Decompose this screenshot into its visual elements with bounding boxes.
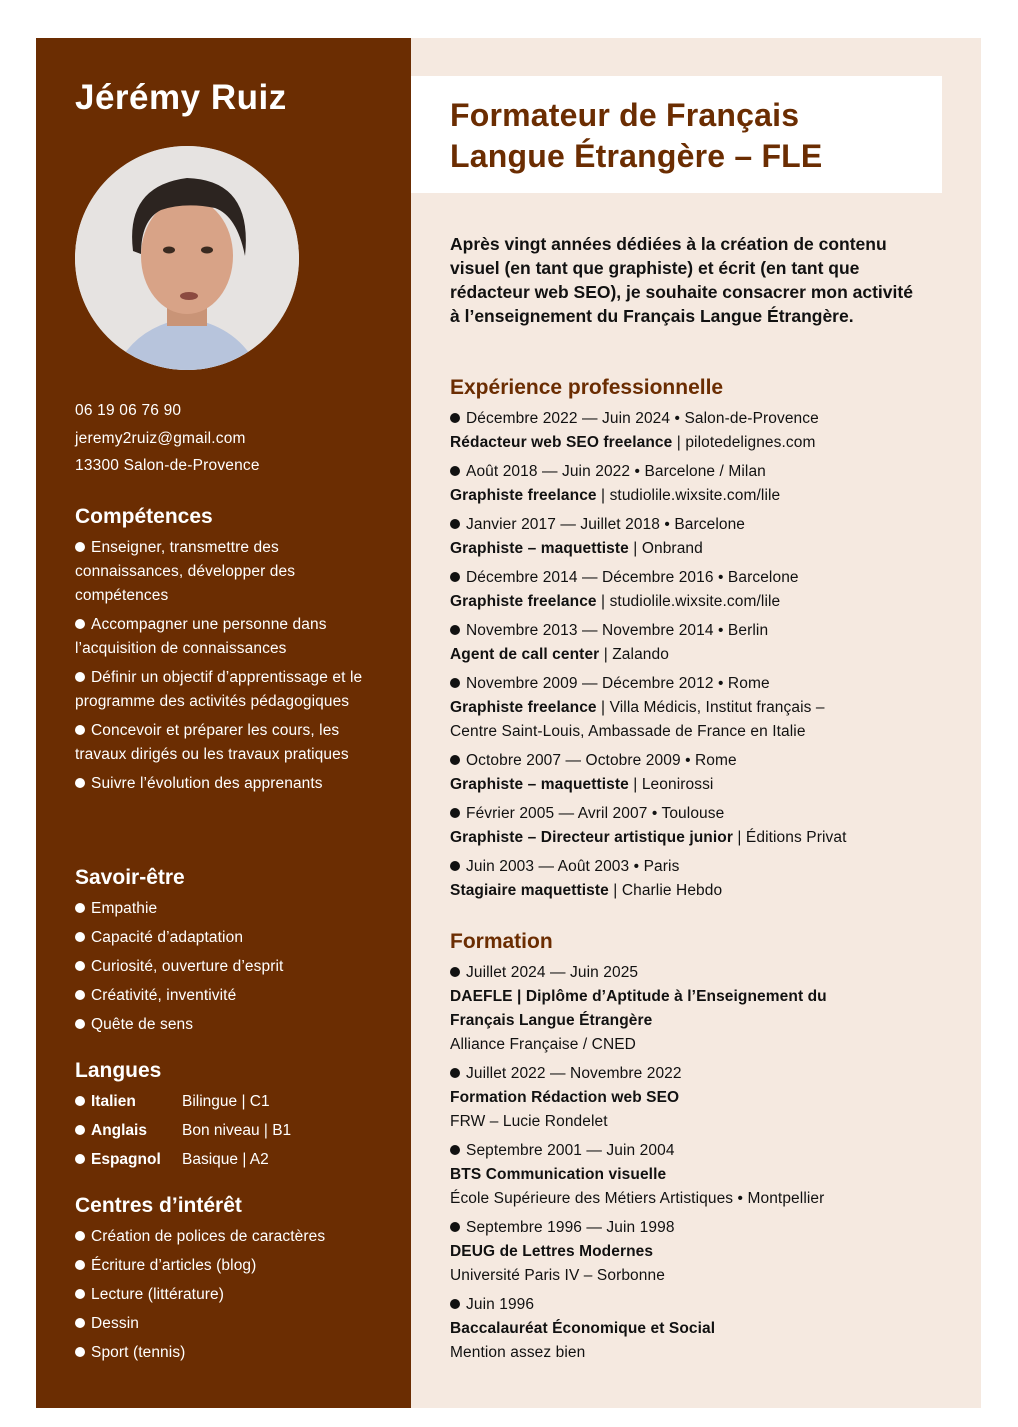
bullet-icon [450, 466, 460, 476]
language-row [75, 1148, 375, 1172]
list-item: Définir un objectif d’apprentissage et le programme des activités pédagogiques [75, 669, 363, 710]
bullet-icon [450, 755, 460, 765]
formation-entry: Septembre 2001 — Juin 2004 BTS Communication visuelle École Supérieure des Métiers Artistiques • Montpellier [450, 1142, 825, 1207]
bullet-icon [450, 1145, 460, 1155]
savoir-etre-heading: Savoir-être [75, 866, 185, 889]
bullet-icon [450, 413, 460, 423]
experience-entry: Août 2018 — Juin 2022 • Barcelone / Milan Graphiste freelance | studiolile.wixsite.com/lile [450, 463, 781, 504]
bullet-icon [75, 619, 85, 629]
list-item: Enseigner, transmettre des connaissances, développer des compétences [75, 539, 296, 604]
list-item: Création de polices de caractères [75, 1225, 375, 1249]
bullet-icon [450, 1222, 460, 1232]
bullet-icon [450, 808, 460, 818]
bullet-icon [75, 1318, 85, 1328]
list-item: Empathie [75, 897, 375, 921]
bullet-icon [450, 572, 460, 582]
bullet-icon [75, 1347, 85, 1357]
formation-section [450, 929, 960, 1370]
intro-paragraph: Après vingt années dédiées à la création de contenu visuel (en tant que graphiste) et écrit (en tant que rédacteur web SEO), je souhaite consacrer mon activité à l’enseignement du Français Langue Étrangère. [450, 234, 913, 326]
bullet-icon [75, 778, 85, 788]
language-name: Espagnol [91, 1151, 161, 1168]
list-item: Accompagner une personne dans l’acquisition de connaissances [75, 616, 327, 657]
list-item: Lecture (littérature) [75, 1283, 375, 1307]
main-content [411, 38, 981, 1408]
experience-entry: Janvier 2017 — Juillet 2018 • Barcelone Graphiste – maquettiste | Onbrand [450, 516, 746, 557]
list-item: Dessin [75, 1312, 375, 1336]
langues-section [75, 1058, 375, 1177]
bullet-icon [75, 1125, 85, 1135]
bullet-icon [450, 519, 460, 529]
bullet-icon [450, 625, 460, 635]
competences-heading: Compétences [75, 505, 213, 528]
savoir-etre-section [75, 865, 375, 1042]
formation-entry: Juin 1996 Baccalauréat Économique et Social Mention assez bien [450, 1296, 716, 1361]
job-title: Formateur de Français Langue Étrangère – FLE [450, 97, 823, 174]
interets-section [75, 1193, 375, 1370]
language-level: Bilingue | C1 [182, 1093, 270, 1110]
interets-heading: Centres d’intérêt [75, 1194, 242, 1217]
experience-entry: Décembre 2014 — Décembre 2016 • Barcelone Graphiste freelance | studiolile.wixsite.com/lile [450, 569, 799, 610]
bullet-icon [75, 903, 85, 913]
language-level: Basique | A2 [182, 1151, 269, 1168]
bullet-icon [450, 1299, 460, 1309]
contact-info [75, 397, 260, 480]
experience-entry: Juin 2003 — Août 2003 • Paris Stagiaire maquettiste | Charlie Hebdo [450, 858, 723, 899]
bullet-icon [75, 672, 85, 682]
bullet-icon [75, 542, 85, 552]
language-name: Italien [91, 1093, 136, 1110]
list-item: Capacité d’adaptation [75, 926, 375, 950]
bullet-icon [450, 1068, 460, 1078]
job-title-box [411, 76, 942, 193]
sidebar [36, 38, 411, 1408]
formation-entry: Juillet 2022 — Novembre 2022 Formation Rédaction web SEO FRW – Lucie Rondelet [450, 1065, 682, 1130]
language-level: Bon niveau | B1 [182, 1122, 292, 1139]
experience-entry: Octobre 2007 — Octobre 2009 • Rome Graphiste – maquettiste | Leonirossi [450, 752, 737, 793]
bullet-icon [450, 967, 460, 977]
langues-heading: Langues [75, 1059, 162, 1082]
list-item: Écriture d’articles (blog) [75, 1254, 375, 1278]
bullet-icon [450, 678, 460, 688]
list-item: Sport (tennis) [75, 1341, 375, 1365]
experience-heading: Expérience professionnelle [450, 376, 724, 399]
experience-section [450, 375, 960, 908]
language-row [75, 1090, 375, 1114]
phone-number: 06 19 06 76 90 [75, 402, 182, 419]
bullet-icon [75, 725, 85, 735]
person-name: Jérémy Ruiz [75, 78, 287, 117]
list-item: Suivre l’évolution des apprenants [75, 772, 375, 796]
profile-photo [75, 146, 299, 370]
city-address: 13300 Salon-de-Provence [75, 457, 260, 474]
competences-section [75, 504, 375, 801]
bullet-icon [75, 990, 85, 1000]
bullet-icon [75, 961, 85, 971]
bullet-icon [450, 861, 460, 871]
list-item: Créativité, inventivité [75, 984, 375, 1008]
language-name: Anglais [91, 1122, 147, 1139]
experience-entry: Novembre 2013 — Novembre 2014 • Berlin Agent de call center | Zalando [450, 622, 769, 663]
formation-entry: Septembre 1996 — Juin 1998 DEUG de Lettres Modernes Université Paris IV – Sorbonne [450, 1219, 675, 1284]
bullet-icon [75, 1260, 85, 1270]
bullet-icon [75, 1154, 85, 1164]
bullet-icon [75, 1289, 85, 1299]
list-item: Curiosité, ouverture d’esprit [75, 955, 375, 979]
email-address: jeremy2ruiz@gmail.com [75, 429, 246, 447]
language-row [75, 1119, 375, 1143]
experience-entry: Novembre 2009 — Décembre 2012 • Rome Graphiste freelance | Villa Médicis, Institut français – Centre Saint-Louis, Ambassade de France en Italie [450, 675, 825, 740]
bullet-icon [75, 932, 85, 942]
list-item: Concevoir et préparer les cours, les travaux dirigés ou les travaux pratiques [75, 722, 349, 763]
experience-entry: Février 2005 — Avril 2007 • Toulouse Graphiste – Directeur artistique junior | Éditions Privat [450, 805, 847, 846]
bullet-icon [75, 1231, 85, 1241]
list-item: Quête de sens [75, 1013, 375, 1037]
formation-heading: Formation [450, 930, 553, 953]
experience-entry: Décembre 2022 — Juin 2024 • Salon-de-Provence Rédacteur web SEO freelance | pilotedelignes.com [450, 410, 819, 451]
bullet-icon [75, 1096, 85, 1106]
bullet-icon [75, 1019, 85, 1029]
formation-entry: Juillet 2024 — Juin 2025 DAEFLE | Diplôme d’Aptitude à l’Enseignement du Français Langue Étrangère Alliance Française / CNED [450, 964, 827, 1053]
